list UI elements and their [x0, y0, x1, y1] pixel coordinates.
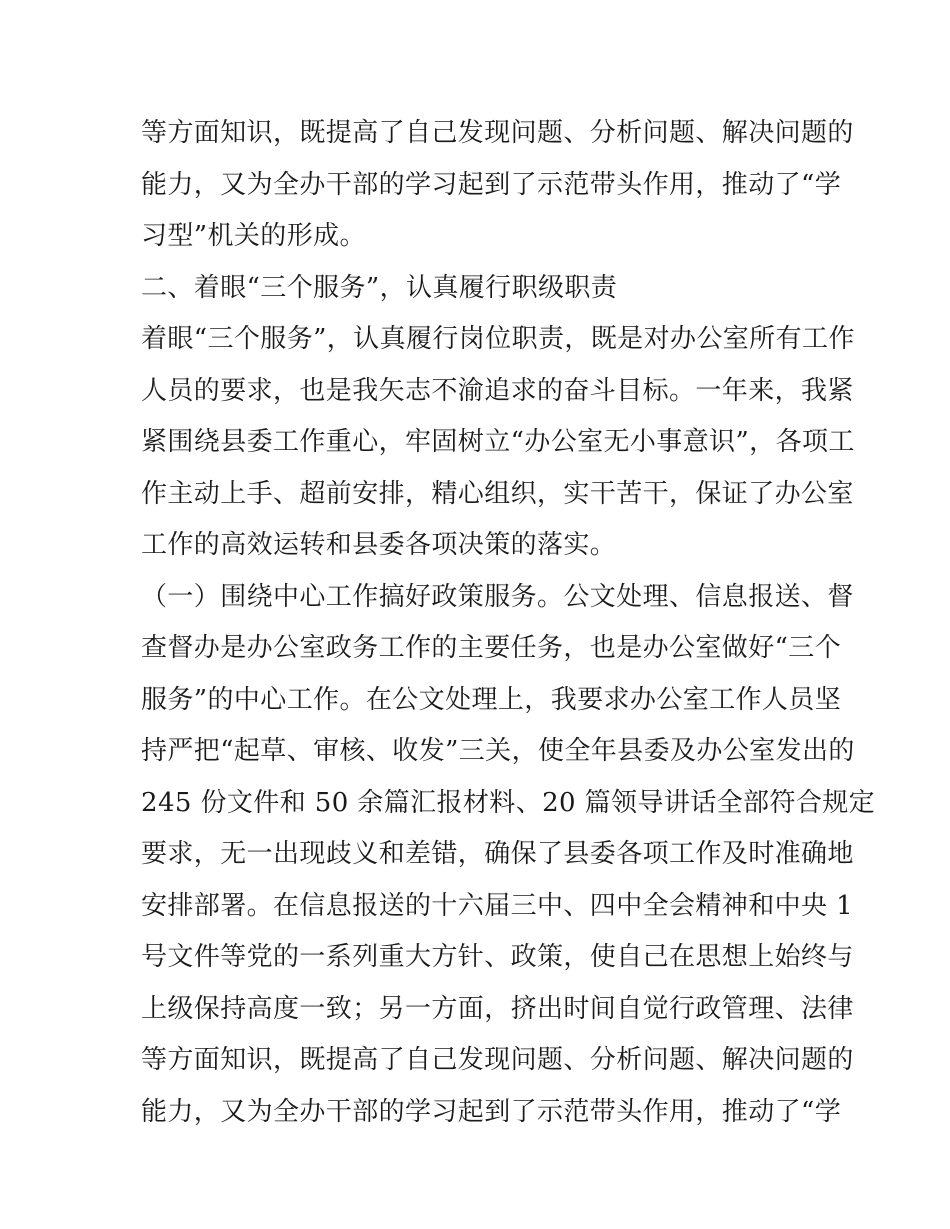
- document-body: [141, 108, 876, 1138]
- text-line: 等方面知识，既提高了自己发现问题、分析问题、解决问题的: [141, 118, 854, 148]
- section-heading: 二、着眼“三个服务”，认真履行职级职责: [141, 272, 618, 303]
- text-line: 查督办是办公室政务工作的主要任务，也是办公室做好“三个: [141, 633, 842, 663]
- subsection-line: （一）围绕中心工作搞好政策服务。公文处理、信息报送、督: [141, 581, 854, 612]
- text-line: 245 份文件和 50 余篇汇报材料、20 篇领导讲话全部符合规定: [141, 787, 876, 818]
- text-line: 作主动上手、超前安排，精心组织，实干苦干，保证了办公室: [141, 478, 854, 509]
- text-line: 能力，又为全办干部的学习起到了示范带头作用，推动了“学: [141, 1096, 842, 1127]
- text-line: 号文件等党的一系列重大方针、政策，使自己在思想上始终与: [141, 942, 854, 972]
- text-line: 持严把“起草、审核、收发”三关，使全年县委及办公室发出的: [141, 736, 855, 766]
- text-line: 人员的要求，也是我矢志不渝追求的奋斗目标。一年来，我紧: [141, 375, 854, 406]
- text-line: 能力，又为全办干部的学习起到了示范带头作用，推动了“学: [141, 169, 842, 200]
- text-line: 要求，无一出现歧义和差错，确保了县委各项工作及时准确地: [141, 839, 854, 869]
- text-line: 安排部署。在信息报送的十六届三中、四中全会精神和中央 1: [141, 890, 854, 921]
- text-line: 上级保持高度一致；另一方面，挤出时间自觉行政管理、法律: [141, 993, 854, 1024]
- text-line: 工作的高效运转和县委各项决策的落实。: [141, 530, 617, 560]
- text-line: 等方面知识，既提高了自己发现问题、分析问题、解决问题的: [141, 1045, 854, 1075]
- text-line: 紧围绕县委工作重心，牢固树立“办公室无小事意识”，各项工: [141, 427, 855, 457]
- text-line: 着眼“三个服务”，认真履行岗位职责，既是对办公室所有工作: [141, 324, 855, 354]
- text-line: 习型”机关的形成。: [141, 221, 366, 251]
- text-line: 服务”的中心工作。在公文处理上，我要求办公室工作人员坚: [141, 684, 842, 715]
